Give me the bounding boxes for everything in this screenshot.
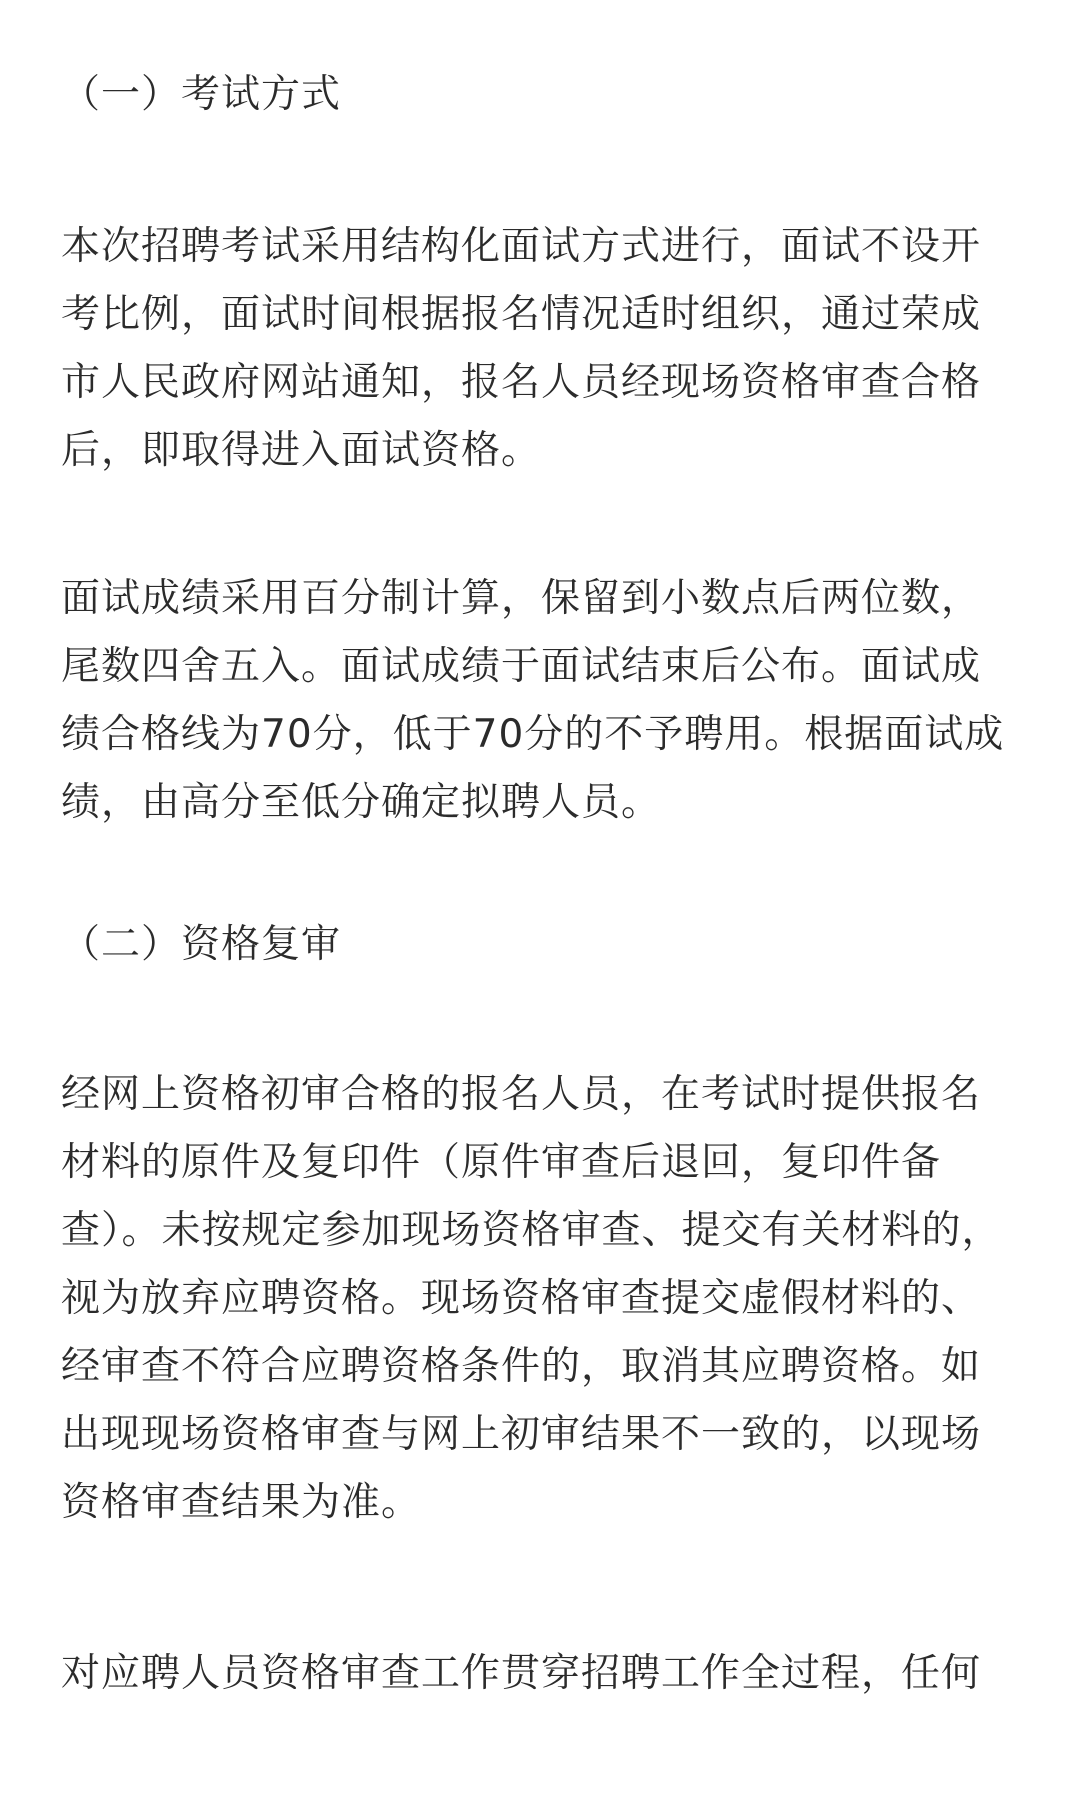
- paragraph-exam-method: 本次招聘考试采用结构化面试方式进行，面试不设开 考比例，面试时间根据报名情况适时组织，通过荣成 市人民政府网站通知，报名人员经现场资格审查合格 后，即取得进入面试资格。: [61, 224, 982, 473]
- paragraph-qualification-review: 经网上资格初审合格的报名人员，在考试时提供报名 材料的原件及复印件（原件审查后退回，复印件备 查）。未按规定参加现场资格审查、提交有关材料的， 视为放弃应聘资格。现场资格审查提交虚假材料的、 经审查不符合应聘资格条件的，取消其应聘资格。如 出现现场资格审查与网上初审结果不一致的，以现场 资格审查结果为准。: [61, 1072, 1002, 1525]
- paragraph-interview-score: 面试成绩采用百分制计算，保留到小数点后两位数， 尾数四舍五入。面试成绩于面试结束后公布。面试成 绩合格线为70分，低于70分的不予聘用。根据面试成 绩，由高分至低分确定拟聘人员。: [61, 576, 1005, 825]
- paragraph-review-continuation: 对应聘人员资格审查工作贯穿招聘工作全过程，任何: [61, 1651, 982, 1696]
- section-heading-qualification-review: （二）资格复审: [61, 922, 342, 967]
- section-heading-exam-method: （一）考试方式: [61, 72, 342, 117]
